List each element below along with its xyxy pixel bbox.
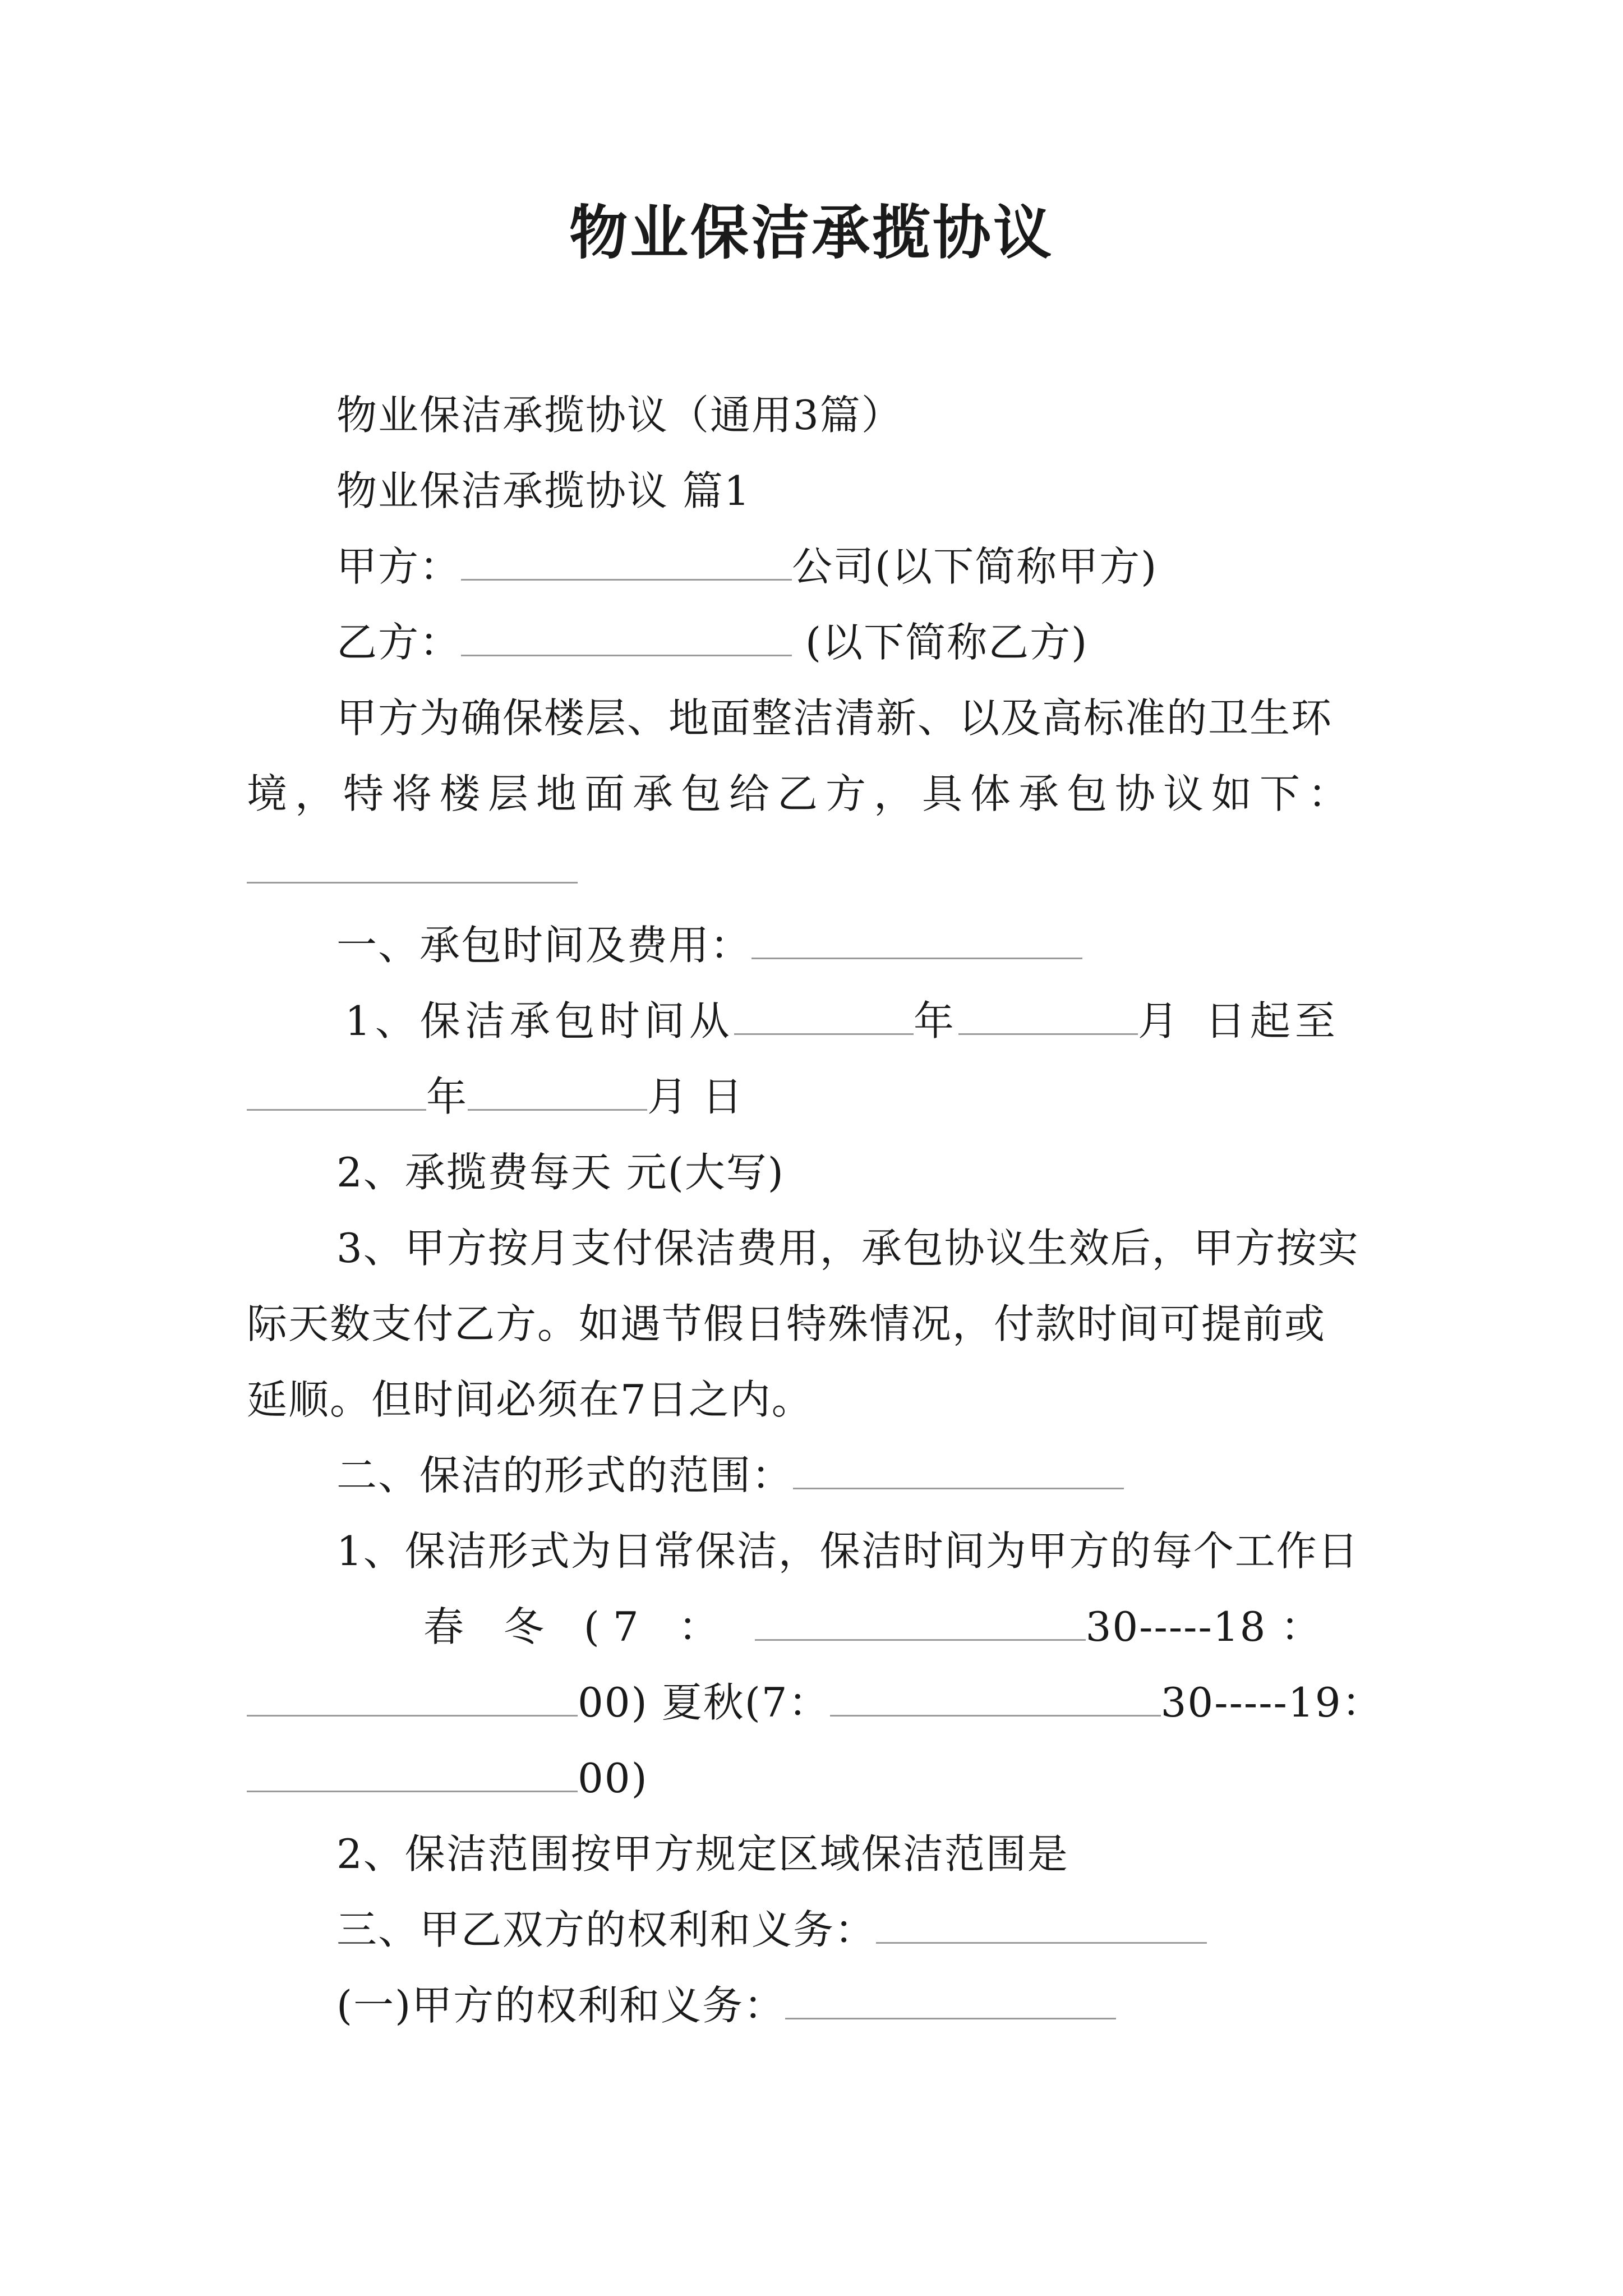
- section3-sub1-line: [336, 1977, 1116, 2033]
- spring-winter-end-blank: [247, 1680, 578, 1717]
- section1-item3-line1: 3、甲方按月支付保洁费用，承包协议生效后，甲方按实: [336, 1225, 1359, 1272]
- section1-item1-cont-line: [247, 1069, 744, 1125]
- section-heading: 物业保洁承揽协议 篇1: [336, 467, 751, 514]
- section3-sub1: (一)甲方的权利和义务：: [336, 1982, 786, 2029]
- party-a-name-blank: [461, 544, 792, 581]
- party-a-label: 甲方：: [336, 543, 462, 590]
- party-a-line: [336, 539, 1158, 595]
- section1-item2: 2、承揽费每天 元(大写): [336, 1149, 785, 1196]
- spring-winter-time: 30-----18 ：: [1085, 1603, 1322, 1650]
- party-a-suffix: 公司(以下简称甲方): [792, 543, 1158, 590]
- intro-line-2: 境，特将楼层地面承包给乙方，具体承包协议如下：: [247, 770, 1357, 817]
- section3-sub1-blank: [785, 1983, 1116, 2019]
- summer-autumn-end-line: [247, 1750, 648, 1806]
- section1-item3-line2: 际天数支付乙方。如遇节假日特殊情况，付款时间可提前或: [247, 1300, 1326, 1347]
- party-b-label: 乙方：: [336, 619, 462, 666]
- party-b-name-blank: [461, 620, 792, 656]
- start-day-label: 日起至: [1205, 997, 1340, 1045]
- summer-autumn-close: 00): [578, 1755, 648, 1802]
- summer-autumn-label: 夏秋(7：: [661, 1679, 830, 1726]
- section2-heading-blank: [793, 1453, 1124, 1489]
- intro-line-1: 甲方为确保楼层、地面整洁清新、以及高标准的卫生环: [336, 694, 1333, 742]
- section2-item2: 2、保洁范围按甲方规定区域保洁范围是: [336, 1830, 1069, 1878]
- summer-autumn-blank: [830, 1680, 1161, 1717]
- summer-autumn-end-blank: [247, 1756, 578, 1792]
- start-month-blank: [958, 999, 1138, 1035]
- end-year-label: 年: [426, 1073, 468, 1120]
- end-year-blank: [247, 1074, 426, 1111]
- intro-trailing-blank: [247, 847, 578, 884]
- section1-heading-line: [336, 917, 1082, 973]
- section2-heading-line: [336, 1447, 1124, 1503]
- start-year-blank: [734, 999, 914, 1035]
- spring-winter-label: 春 冬 (7 ：: [423, 1603, 732, 1650]
- start-year-label: 年: [913, 997, 958, 1045]
- summer-autumn-line: [247, 1674, 1384, 1731]
- section3-heading-line: [336, 1902, 1207, 1958]
- section1-heading: 一、承包时间及费用：: [336, 922, 752, 969]
- spring-winter-blank: [755, 1604, 1086, 1641]
- party-b-line: [336, 614, 1088, 670]
- spring-winter-close: 00): [578, 1679, 648, 1726]
- section1-item3-line3: 延顺。但时间必须在7日之内。: [247, 1376, 813, 1423]
- end-month-blank: [468, 1074, 647, 1111]
- intro-trailing-blank-line: [247, 841, 578, 898]
- summer-autumn-time: 30-----19：: [1160, 1679, 1384, 1726]
- section2-heading: 二、保洁的形式的范围：: [336, 1452, 794, 1499]
- section1-item1-line: [345, 993, 1340, 1049]
- end-month-label: 月: [647, 1073, 689, 1120]
- document-title: 物业保洁承揽协议: [569, 198, 1054, 267]
- section3-heading: 三、甲乙双方的权利和义务：: [336, 1906, 877, 1953]
- subtitle: 物业保洁承揽协议（通用3篇）: [336, 392, 903, 439]
- spring-winter-line: [423, 1599, 1322, 1655]
- party-b-suffix: (以下简称乙方): [805, 619, 1089, 666]
- start-month-label: 月: [1137, 997, 1183, 1045]
- section3-heading-blank: [876, 1907, 1207, 1944]
- end-day-label: 日: [702, 1073, 744, 1120]
- section1-heading-blank: [751, 923, 1082, 959]
- section2-item1: 1、保洁形式为日常保洁，保洁时间为甲方的每个工作日: [336, 1527, 1359, 1575]
- section1-item1-prefix: 1、保洁承包时间从: [345, 997, 734, 1045]
